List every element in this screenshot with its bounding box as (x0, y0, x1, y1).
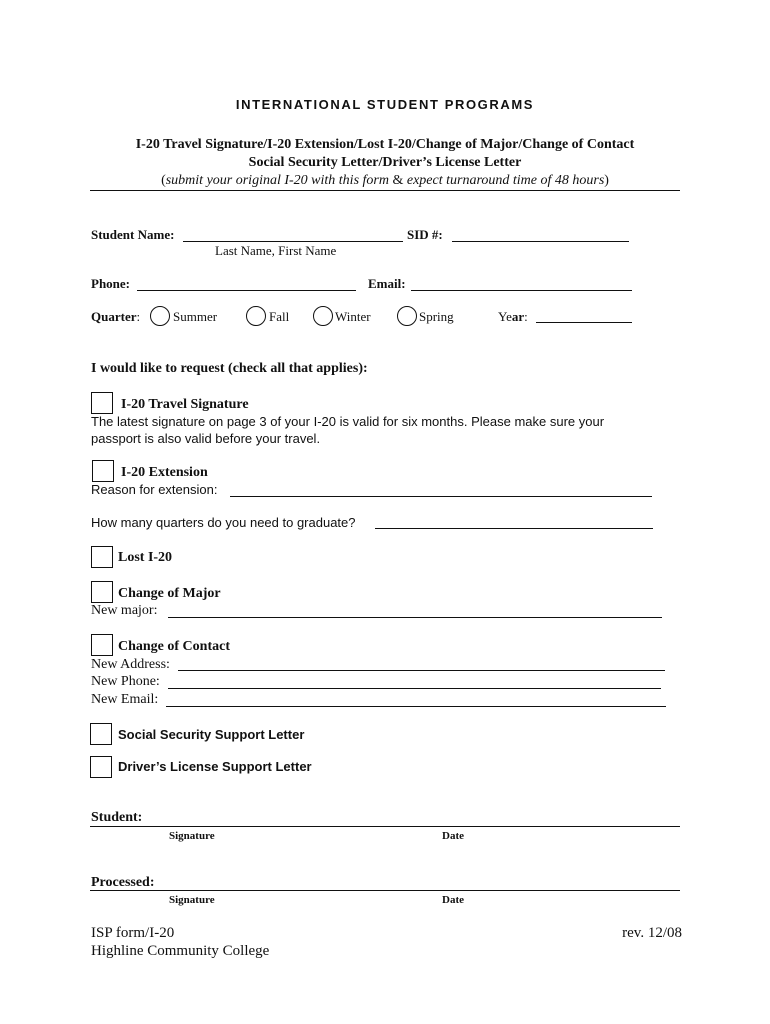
email-field[interactable] (411, 290, 632, 291)
quarter-fall-label: Fall (269, 309, 290, 324)
quarter-fall-radio[interactable] (246, 306, 266, 326)
sid-field[interactable] (452, 241, 629, 242)
quarter-label (91, 309, 140, 325)
new-email-field[interactable] (166, 706, 666, 707)
extension-reason-field[interactable] (230, 496, 652, 497)
new-address-field[interactable] (178, 670, 665, 671)
quarters-needed-label: How many quarters do you need to graduate? (91, 515, 356, 530)
note-close: ) (604, 173, 609, 188)
note-italic-2: expect turnaround time of 48 hours (406, 173, 605, 188)
quarter-colon: : (136, 309, 141, 324)
form-title-line1: I-20 Travel Signature/I-20 Extension/Lost I-20/Change of Major/Change of Contact (135, 137, 635, 152)
phone-label: Phone: (91, 276, 130, 291)
note-italic: submit your original I-20 with this form (165, 173, 389, 188)
travel-text-line1: The latest signature on page 3 of your I-20 is valid for six months. Please make sure your (91, 414, 605, 429)
footer-revision: rev. 12/08 (622, 925, 682, 941)
quarter-summer-label: Summer (173, 309, 218, 324)
change-major-label: Change of Major (118, 586, 221, 601)
processed-signature-line[interactable] (90, 890, 680, 891)
change-contact-label: Change of Contact (118, 639, 230, 654)
extension-reason-label: Reason for extension: (91, 482, 218, 497)
sid-label: SID #: (407, 227, 443, 242)
new-address-label: New Address: (91, 657, 170, 672)
year-colon: : (524, 309, 528, 324)
phone-field[interactable] (137, 290, 356, 291)
submission-note (0, 173, 770, 189)
year-label-b: ar (511, 309, 525, 324)
student-name-field[interactable] (183, 241, 403, 242)
new-major-label: New major: (91, 603, 158, 618)
student-name-hint: Last Name, First Name (215, 243, 337, 258)
ssn-letter-label: Social Security Support Letter (118, 727, 305, 742)
year-field[interactable] (536, 322, 632, 323)
email-label: Email: (368, 276, 406, 291)
processed-date-caption: Date (442, 894, 464, 906)
request-heading: I would like to request (check all that applies): (91, 361, 368, 376)
processed-signature-label: Processed: (91, 875, 155, 890)
header-rule (90, 190, 680, 191)
quarter-winter-label: Winter (335, 309, 371, 324)
org-title: INTERNATIONAL STUDENT PROGRAMS (235, 97, 535, 112)
change-major-checkbox[interactable] (91, 581, 113, 603)
ssn-letter-checkbox[interactable] (90, 723, 112, 745)
travel-text-line2: passport is also valid before your travel. (91, 431, 321, 446)
extension-checkbox[interactable] (92, 460, 114, 482)
travel-signature-checkbox[interactable] (91, 392, 113, 414)
extension-label: I-20 Extension (121, 465, 208, 480)
quarter-label-text: Quarter (91, 309, 137, 324)
lost-i20-label: Lost I-20 (118, 550, 173, 565)
new-phone-label: New Phone: (91, 674, 160, 689)
student-signature-caption: Signature (169, 830, 215, 842)
student-signature-line[interactable] (90, 826, 680, 827)
quarter-spring-radio[interactable] (397, 306, 417, 326)
student-signature-label: Student: (91, 810, 143, 825)
dl-letter-label: Driver’s License Support Letter (118, 759, 312, 774)
new-phone-field[interactable] (168, 688, 661, 689)
student-date-caption: Date (442, 830, 464, 842)
change-contact-checkbox[interactable] (91, 634, 113, 656)
travel-signature-label: I-20 Travel Signature (121, 397, 249, 412)
processed-signature-caption: Signature (169, 894, 215, 906)
quarter-summer-radio[interactable] (150, 306, 170, 326)
quarters-needed-field[interactable] (375, 528, 653, 529)
footer-college: Highline Community College (91, 943, 270, 959)
dl-letter-checkbox[interactable] (90, 756, 112, 778)
note-open: ( (161, 173, 166, 188)
note-amp: & (388, 173, 407, 188)
new-major-field[interactable] (168, 617, 662, 618)
year-label-a: Ye (498, 309, 512, 324)
student-name-label: Student Name: (91, 227, 175, 242)
quarter-winter-radio[interactable] (313, 306, 333, 326)
footer-form-id: ISP form/I-20 (91, 925, 175, 941)
year-label (498, 309, 528, 325)
quarter-spring-label: Spring (419, 309, 454, 324)
form-title-line2: Social Security Letter/Driver’s License Letter (248, 155, 522, 170)
lost-i20-checkbox[interactable] (91, 546, 113, 568)
new-email-label: New Email: (91, 692, 159, 707)
